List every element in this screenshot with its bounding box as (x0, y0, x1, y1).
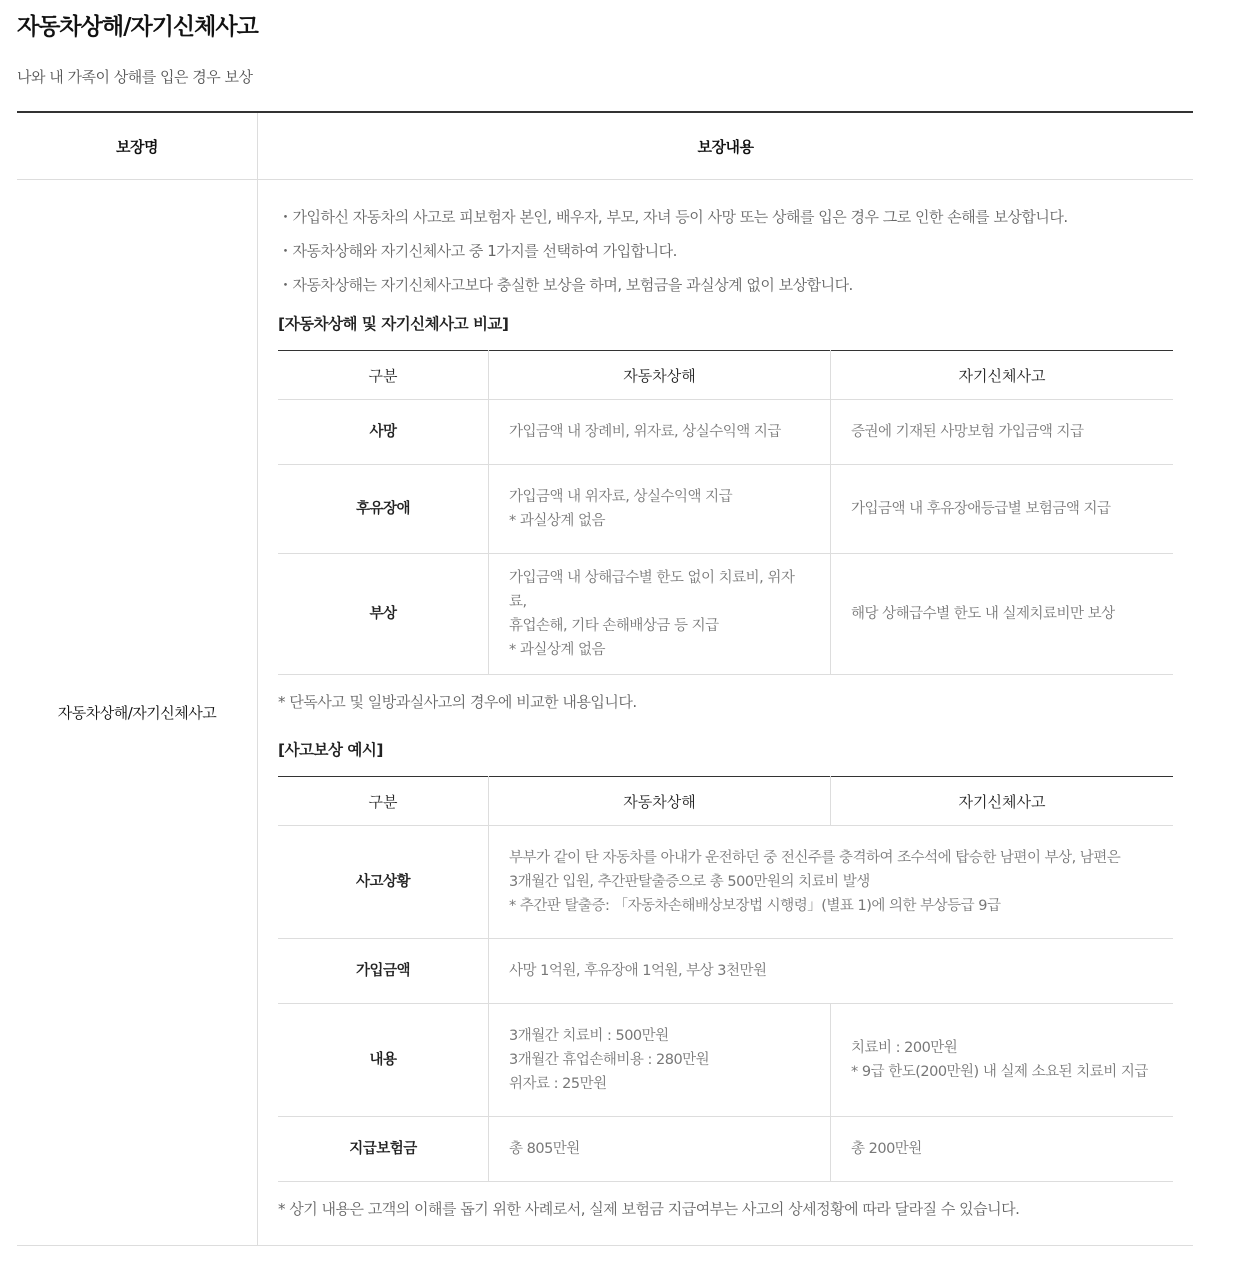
cell-line: 해당 상해급수별 한도 내 실제치료비만 보상 (851, 606, 1115, 622)
comparison-row-disability (278, 465, 1173, 554)
comparison-header-self-injury: 자기신체사고 (831, 351, 1174, 400)
auto-injury-cell (489, 554, 831, 675)
situation-cell (489, 826, 1174, 939)
cell-line: * 과실상계 없음 (509, 642, 606, 658)
example-note: * 상기 내용은 고객의 이해를 돕기 위한 사례로서, 실제 보험금 지급여부는 사고의 상세정황에 따라 달라질 수 있습니다. (278, 1200, 1020, 1218)
cell-line: * 과실상계 없음 (509, 513, 606, 529)
self-injury-cell (831, 400, 1174, 465)
example-row-content (278, 1004, 1173, 1117)
cell-line: 3개월간 휴업손해비용 : 280만원 (509, 1052, 710, 1068)
col-header-coverage-content: 보장내용 (258, 112, 1194, 180)
bullet-item: ・ 자동차상해는 자기신체사고보다 충실한 보상을 하며, 보험금을 과실상계 없이 보상합니다. (278, 268, 1173, 302)
example-table (278, 776, 1173, 1182)
cell-line: 휴업손해, 기타 손해배상금 등 지급 (509, 618, 719, 634)
self-injury-cell (831, 465, 1174, 554)
self-injury-cell (831, 1004, 1174, 1117)
self-injury-cell (831, 554, 1174, 675)
example-row-payout (278, 1117, 1173, 1182)
coverage-bullets (278, 200, 1173, 302)
comparison-row-death (278, 400, 1173, 465)
cell-line: 치료비 : 200만원 (851, 1040, 958, 1056)
page-subtitle: 나와 내 가족이 상해를 입은 경우 보상 (17, 68, 253, 86)
example-title: [사고보상 예시] (278, 741, 383, 759)
cell-line: 가입금액 내 장례비, 위자료, 상실수익액 지급 (509, 424, 781, 440)
comparison-header-category: 구분 (278, 351, 489, 400)
page-title: 자동차상해/자기신체사고 (17, 14, 258, 40)
cell-line: 가입금액 내 상해급수별 한도 없이 치료비, 위자료, (509, 570, 795, 610)
auto-injury-cell (489, 1004, 831, 1117)
coverage-table (17, 111, 1193, 1246)
row-label: 사고상황 (278, 826, 489, 939)
cell-line: 가입금액 내 후유장애등급별 보험금액 지급 (851, 501, 1111, 517)
example-header-auto-injury: 자동차상해 (489, 777, 831, 826)
amount-cell: 사망 1억원, 후유장애 1억원, 부상 3천만원 (489, 939, 1174, 1004)
row-label: 후유장애 (278, 465, 489, 554)
auto-injury-cell (489, 400, 831, 465)
row-label: 사망 (278, 400, 489, 465)
auto-injury-cell (489, 465, 831, 554)
coverage-name: 자동차상해/자기신체사고 (17, 180, 258, 1246)
cell-line: 증권에 기재된 사망보험 가입금액 지급 (851, 424, 1084, 440)
row-label: 지급보험금 (278, 1117, 489, 1182)
cell-line: 3개월간 입원, 추간판탈출증으로 총 500만원의 치료비 발생 (509, 874, 870, 890)
cell-line: 부부가 같이 탄 자동차를 아내가 운전하던 중 전신주를 충격하여 조수석에 탑승한 남편이 부상, 남편은 (509, 850, 1121, 866)
coverage-content (258, 180, 1194, 1246)
cell-line: 가입금액 내 위자료, 상실수익액 지급 (509, 489, 733, 505)
comparison-note: * 단독사고 및 일방과실사고의 경우에 비교한 내용입니다. (278, 693, 637, 711)
coverage-row (17, 180, 1193, 1246)
bullet-item: ・ 가입하신 자동차의 사고로 피보험자 본인, 배우자, 부모, 자녀 등이 사망 또는 상해를 입은 경우 그로 인한 손해를 보상합니다. (278, 200, 1173, 234)
auto-injury-payout: 총 805만원 (489, 1117, 831, 1182)
self-injury-payout: 총 200만원 (831, 1117, 1174, 1182)
comparison-table (278, 350, 1173, 675)
comparison-row-injury (278, 554, 1173, 675)
col-header-coverage-name: 보장명 (17, 112, 258, 180)
row-label: 내용 (278, 1004, 489, 1117)
cell-line: 위자료 : 25만원 (509, 1076, 607, 1092)
example-header-category: 구분 (278, 777, 489, 826)
example-header-self-injury: 자기신체사고 (831, 777, 1174, 826)
row-label: 부상 (278, 554, 489, 675)
bullet-item: ・ 자동차상해와 자기신체사고 중 1가지를 선택하여 가입합니다. (278, 234, 1173, 268)
comparison-header-auto-injury: 자동차상해 (489, 351, 831, 400)
cell-line: * 추간판 탈출증: 「자동차손해배상보장법 시행령」(별표 1)에 의한 부상등급 9급 (509, 898, 1001, 914)
comparison-title: [자동차상해 및 자기신체사고 비교] (278, 315, 509, 333)
example-row-amount (278, 939, 1173, 1004)
cell-line: 3개월간 치료비 : 500만원 (509, 1028, 669, 1044)
example-row-situation (278, 826, 1173, 939)
cell-line: * 9급 한도(200만원) 내 실제 소요된 치료비 지급 (851, 1064, 1148, 1080)
row-label: 가입금액 (278, 939, 489, 1004)
